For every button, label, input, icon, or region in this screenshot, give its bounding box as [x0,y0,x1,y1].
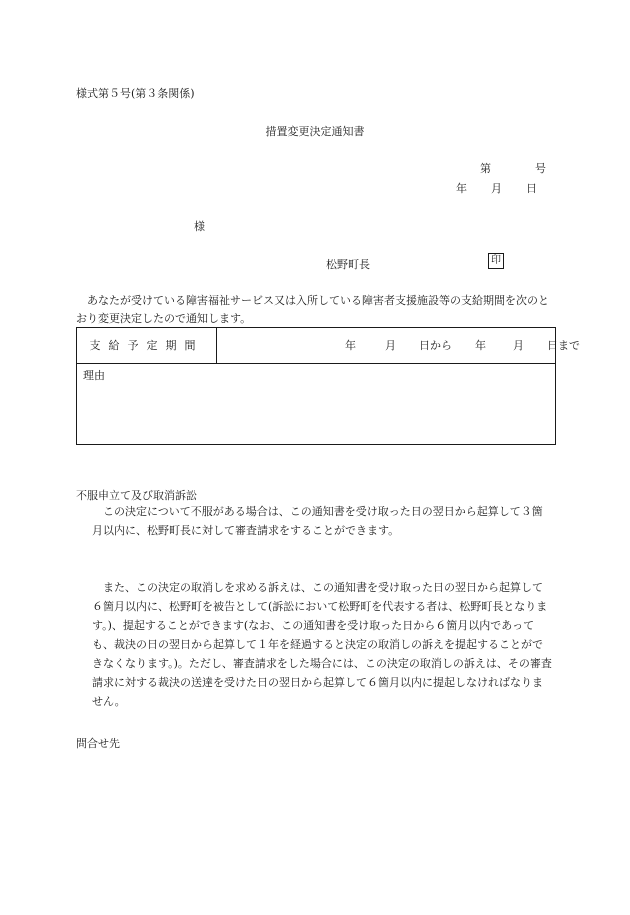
objection-heading: 不服申立て及び取消訴訟 [76,489,197,502]
number-suffix: 号 [535,162,546,175]
date-year: 年 [456,182,467,195]
document-number [480,160,546,176]
period-row [77,328,580,364]
period-from-year: 年 [345,339,356,352]
form-number-label: 様式第５号(第３条関係) [76,87,195,100]
notice-body: あなたが受けている障害福祉サービス又は入所している障害者支援施設等の支給期間を次のとおり変更決定したので通知します。 [76,294,549,325]
issue-date [456,180,537,196]
date-month: 月 [491,182,502,195]
objection-paragraph-1-text: この決定について不服がある場合は、この通知書を受け取った日の翌日から起算して３箇月以内に、松野町長に対して審査請求をすることができます。 [92,505,543,537]
period-to-month: 月 [513,339,524,352]
reason-label: 理由 [83,369,105,382]
objection-paragraph-2 [92,578,552,711]
period-label: 支給予定期間 [77,328,217,363]
addressee-suffix: 様 [194,220,205,233]
date-day: 日 [526,182,537,195]
issuer-name: 松野町長 [326,258,370,271]
period-table [76,327,580,445]
period-value [217,328,580,363]
objection-paragraph-2-text: また、この決定の取消しを求める訴えは、この通知書を受け取った日の翌日から起算して６箇月以内に、松野町を被告として(訴訟において松野町を代表する者は、松野町長となります。)、提起することができます(なお、この通知書を受け取った日から６箇月以内であっても、裁決の日の翌日から起算して１年を経過すると決定の取消しの訴えを提起することができなくなります。)。ただし、審査請求をした場合には、この決定の取消しの訴えは、その審査請求に対する裁決の送達を受けた日の翌日から起算して６箇月以内に提起しなければなりません。 [92,581,552,708]
period-to-day: 日まで [547,339,580,352]
objection-paragraph-1 [92,502,552,540]
period-from-month: 月 [385,339,396,352]
document-title: 措置変更決定通知書 [265,125,365,138]
number-prefix: 第 [480,162,491,175]
period-to-year: 年 [475,339,486,352]
inquiry-label: 問合せ先 [76,737,120,750]
notice-text [76,292,556,328]
seal-mark: 印 [488,253,504,269]
period-from-day: 日から [419,339,452,352]
